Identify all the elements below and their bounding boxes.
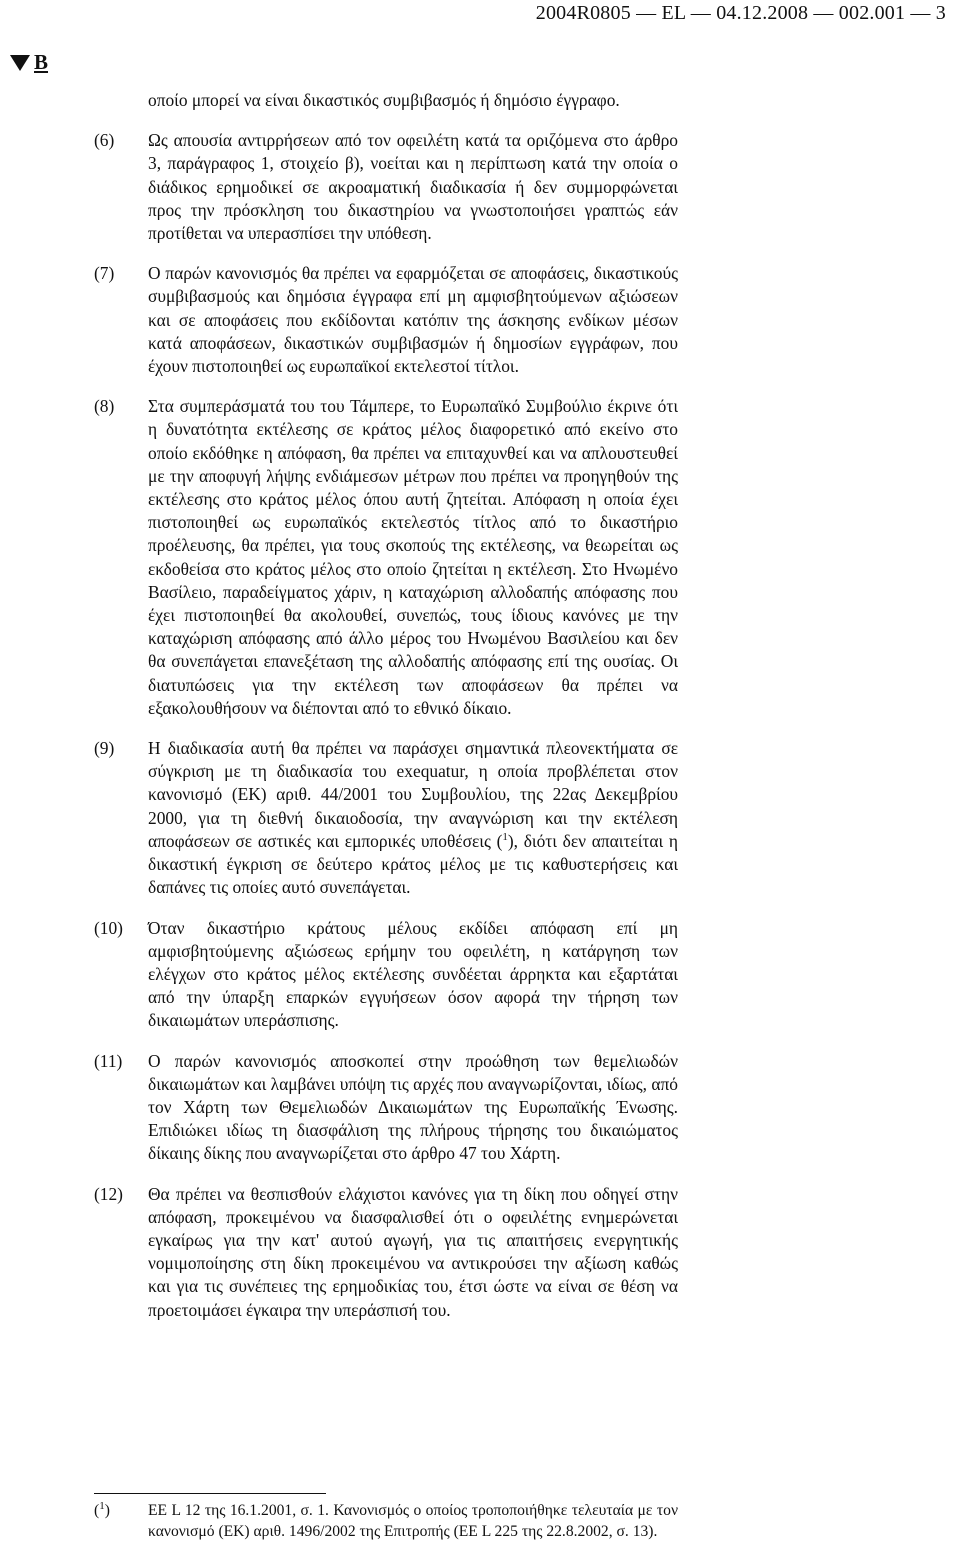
recital-number: (12) (94, 1183, 123, 1204)
recital-text-part: Η διαδικασία αυτή θα πρέπει να παράσχει σημαντικά πλεονεκτήματα σε σύγκριση με τη διαδικασία του exequatur, η οποία προβλέπεται στον κανονισμό (ΕΚ) αριθ. 44/2001 του Συμβουλίου, της 22ας Δεκεμβρίου 2000, για τη διεθνή δικαιοδοσία, την αναγνώριση και την εκτέλεση αποφάσεων σε αστικές και εμπορικές υποθέσεις ( (148, 738, 678, 851)
recital-text (148, 737, 678, 899)
recital-text: Θα πρέπει να θεσπισθούν ελάχιστοι κανόνες για τη δίκη που οδηγεί στην απόφαση, προκειμένου να διασφαλισθεί ότι ο οφειλέτης ενημερώνεται εγκαίρως για την κατ' αυτού αγωγή, για τις απαιτήσεις ενεργητικής νομιμοποίησης στη δίκη προκειμένου να αντικρούσει την αξίωση καθώς και για τις συνέπειες της ερημοδικίας του, έτσι ώστε να είναι σε θέση να προετοιμάσει έγκαιρα την υπεράσπισή του. (148, 1183, 678, 1320)
recital-9 (94, 737, 678, 899)
footnote (94, 1500, 678, 1542)
recital-text: Στα συμπεράσματά του του Τάμπερε, το Ευρωπαϊκό Συμβούλιο έκρινε ότι η δυνατότητα εκτέλεσης σε κράτος μέλος διαφορετικό από εκείνο στο οποίο εκδόθηκε η απόφαση, θα πρέπει να επιταχυνθεί και να απλουστευθεί με την αποφυγή λήψης ενδιάμεσων μέτρων που πρέπει να προηγηθούν της εκτέλεσης στο κράτος μέλος όπου αυτή ζητείται. Απόφαση η οποία έχει πιστοποιηθεί ως ευρωπαϊκός εκτελεστός τίτλος από το δικαστήριο προέλευσης, θα πρέπει, για τους σκοπούς της εκτέλεσης, να θεωρείται ως εκδοθείσα στο κράτος μέλος στο οποίο ζητείται η εκτέλεση. Στο Ηνωμένο Βασίλειο, παραδείγματος χάριν, η καταχώριση αλλοδαπής απόφασης που έχει πιστοποιηθεί θα ακολουθεί, συνεπώς, τους ίδιους κανόνες με την καταχώριση απόφασης από άλλο μέρος του Ηνωμένου Βασιλείου και δεν θα συνεπάγεται επανεξέταση της αλλοδαπής απόφασης επί της ουσίας. Οι διατυπώσεις για την εκτέλεση των αποφάσεων θα πρέπει να εξακολουθήσουν να διέπονται από το εθνικό δίκαιο. (148, 396, 678, 718)
recital-number: (11) (94, 1050, 123, 1071)
recital-number: (6) (94, 130, 115, 151)
amendment-marker (10, 49, 48, 75)
document-header: 2004R0805 — EL — 04.12.2008 — 002.001 — 3 (535, 2, 946, 24)
recital-text: Ο παρών κανονισμός θα πρέπει να εφαρμόζεται σε αποφάσεις, δικαστικούς συμβιβασμούς και δημόσια έγγραφα επί μη αμφισβητούμενων αξιώσεων και σε αποφάσεις που εκδίδονται κατόπιν της άσκησης ενδίκων μέσων κατά αποφάσεων, δικαστικών συμβιβασμών ή δημοσίων εγγράφων, που έχουν πιστοποιηθεί ως ευρωπαϊκοί εκτελεστοί τίτλοι. (148, 263, 678, 377)
recital-12 (94, 1183, 678, 1322)
recital-text-part: ), διότι δεν απαιτείται η δικαστική έγκριση σε δεύτερο κράτος μέλος με τις καθυστερήσεις και δαπάνες τις οποίες αυτό συνεπάγεται. (148, 830, 678, 898)
recital-7 (94, 262, 678, 378)
recital-6 (94, 129, 678, 245)
footnote-number: ($^1$) (94, 1499, 110, 1519)
recital-number: (10) (94, 917, 123, 938)
footnote-text: ΕΕ L 12 της 16.1.2001, σ. 1. Κανονισμός ο οποίος τροποποιήθηκε τελευταία με τον κανονισμό (ΕΚ) αριθ. 1496/2002 της Επιτροπής (ΕΕ L 225 της 22.8.2002, σ. 13). (148, 1502, 678, 1540)
continued-text: οποίο μπορεί να είναι δικαστικός συμβιβασμός ή δημόσιο έγγραφο. (148, 90, 620, 110)
recital-number: (7) (94, 263, 115, 284)
recitals-body (94, 89, 678, 1339)
recital-8 (94, 395, 678, 720)
recital-text: Όταν δικαστήριο κράτους μέλους εκδίδει απόφαση επί μη αμφισβητούμενης αξιώσεως ερήμην του οφειλέτη, η κατάργηση των ελέγχων στο κράτος μέλος εκτέλεσης συνδέεται άρρηκτα και εξαρτάται από την ύπαρξη επαρκών εγγυήσεων όσον αφορά την τήρηση των δικαιωμάτων υπεράσπισης. (148, 917, 678, 1031)
footnote-reference[interactable]: 1 (502, 831, 508, 844)
recital-number: (9) (94, 738, 115, 759)
recital-10 (94, 917, 678, 1033)
triangle-down-icon (10, 55, 30, 71)
recital-number: (8) (94, 396, 115, 417)
footnote-divider (94, 1493, 326, 1494)
recital-11 (94, 1050, 678, 1166)
recital-text: Ο παρών κανονισμός αποσκοπεί στην προώθηση των θεμελιωδών δικαιωμάτων και λαμβάνει υπόψη τις αρχές που αναγνωρίζονται, ιδίως, από τον Χάρτη των Θεμελιωδών Δικαιωμάτων της Ευρωπαϊκής Ένωσης. Επιδιώκει ιδίως τη διασφάλιση της πλήρους τήρησης του δικαιώματος δίκαιης δίκης που αναγνωρίζεται στο άρθρο 47 του Χάρτη. (148, 1050, 678, 1164)
amendment-marker-label: B (34, 50, 49, 74)
recital-text: Ως απουσία αντιρρήσεων από τον οφειλέτη κατά τα οριζόμενα στο άρθρο 3, παράγραφος 1, στοιχείο β), νοείται και η περίπτωση κατά την οποία ο διάδικος ερημοδικεί σε ακροαματική διαδικασία ή δεν συμμορφώνεται προς την πρόσκληση του δικαστηρίου να γνωστοποιήσει γραπτώς εάν προτίθεται να υπερασπίσει την υπόθεση. (148, 130, 678, 244)
